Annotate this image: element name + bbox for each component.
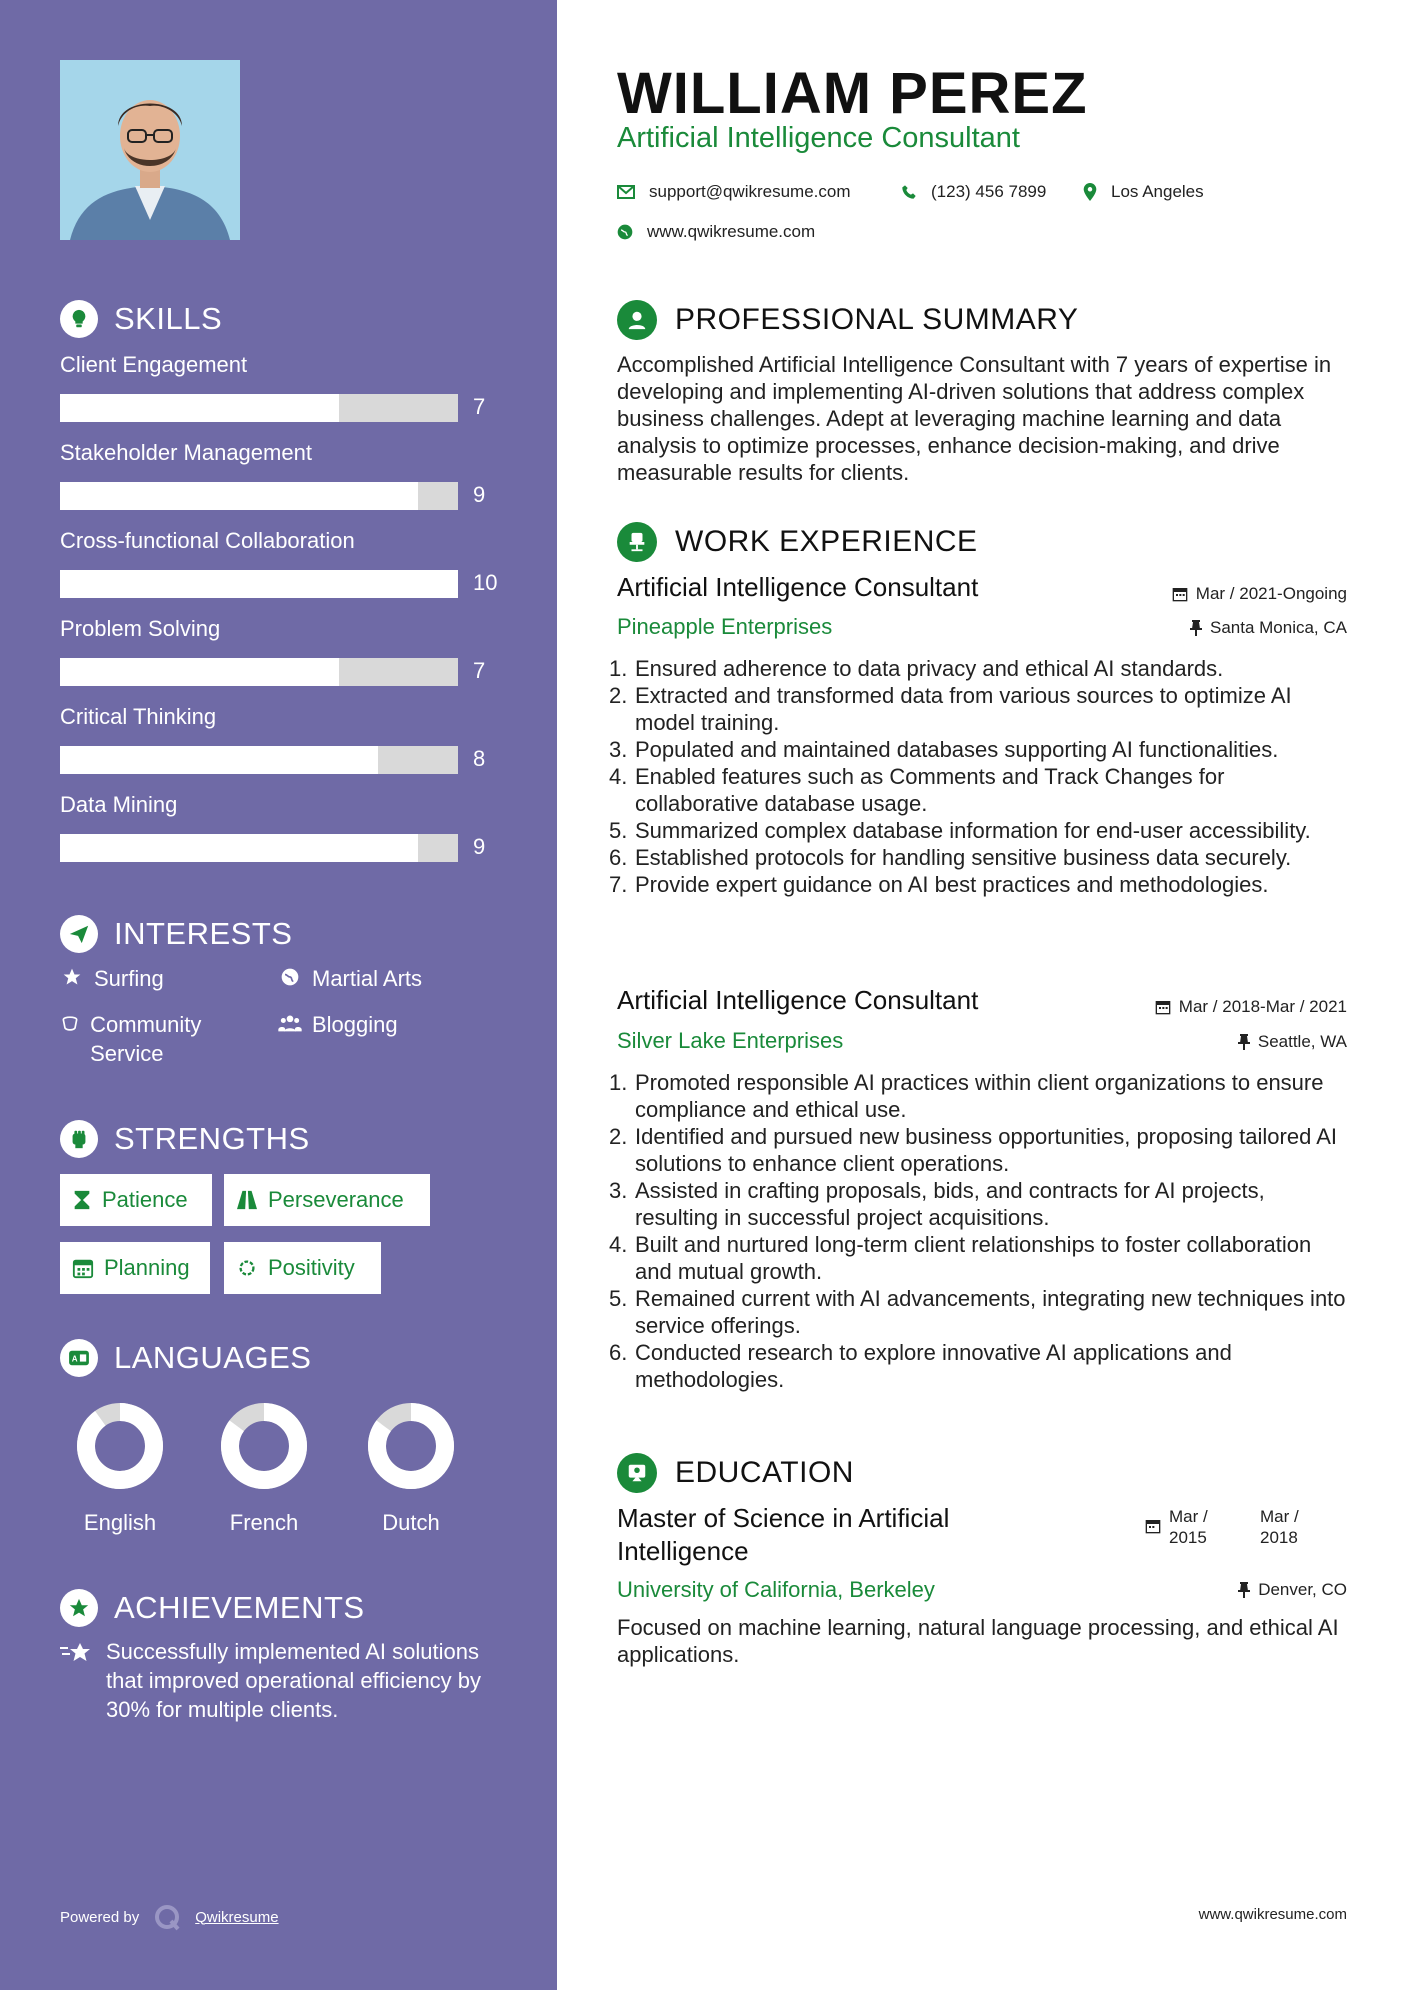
job-duties bbox=[609, 1069, 1349, 1393]
summary-heading: PROFESSIONAL SUMMARY bbox=[617, 300, 1078, 340]
skill-bar-fill bbox=[60, 658, 339, 686]
job-company: Pineapple Enterprises bbox=[617, 614, 833, 639]
strength-badge: Perseverance bbox=[224, 1174, 430, 1226]
duty-item: Identified and pursued new business opportunities, proposing tailored AI solutions to enhance client operations. bbox=[635, 1124, 1338, 1176]
globe-icon bbox=[617, 224, 633, 240]
skill-item bbox=[60, 616, 490, 683]
calendar-icon bbox=[72, 1257, 94, 1279]
job-location: Seattle, WA bbox=[1238, 1032, 1347, 1052]
skill-level: 7 bbox=[473, 658, 486, 683]
skill-bar bbox=[60, 570, 458, 598]
sidebar bbox=[0, 0, 557, 1990]
language-donut bbox=[60, 1401, 180, 1491]
duty-item: Established protocols for handling sensitive business data securely. bbox=[635, 845, 1292, 870]
duty-item: Populated and maintained databases supporting AI functionalities. bbox=[635, 737, 1279, 762]
candidate-role: Artificial Intelligence Consultant bbox=[617, 122, 1020, 154]
candidate-name: WILLIAM PEREZ bbox=[617, 61, 1088, 126]
graduation-icon bbox=[617, 1453, 657, 1493]
calendar-icon bbox=[1145, 1518, 1161, 1539]
qwikresume-logo-icon bbox=[153, 1903, 181, 1931]
languages-heading: A LANGUAGES bbox=[60, 1339, 311, 1377]
language-label: Dutch bbox=[382, 1510, 440, 1535]
language-donut-fill bbox=[86, 1412, 154, 1480]
education-location: Denver, CO bbox=[1238, 1580, 1347, 1600]
school-name: University of California, Berkeley bbox=[617, 1577, 935, 1602]
powered-by: Powered by Qwikresume bbox=[60, 1903, 279, 1931]
pushpin-icon bbox=[1238, 1034, 1250, 1050]
job-company: Silver Lake Enterprises bbox=[617, 1028, 844, 1053]
job-dates: Mar / 2021-Ongoing bbox=[1172, 584, 1347, 604]
skill-bar bbox=[60, 658, 458, 686]
skill-name: Stakeholder Management bbox=[60, 440, 312, 465]
skill-item bbox=[60, 528, 498, 595]
language-donut bbox=[351, 1401, 471, 1491]
contact-location: Los Angeles bbox=[1083, 182, 1204, 202]
skill-level: 9 bbox=[473, 482, 486, 507]
paper-plane-icon bbox=[60, 915, 98, 953]
pushpin-icon bbox=[1190, 620, 1202, 636]
skill-item bbox=[60, 352, 490, 419]
globe-icon bbox=[278, 967, 302, 987]
user-icon bbox=[617, 300, 657, 340]
road-icon bbox=[236, 1190, 258, 1210]
svg-text:A: A bbox=[71, 1354, 78, 1364]
calendar-icon bbox=[1172, 586, 1188, 602]
language-item bbox=[204, 1401, 324, 1536]
interest-item: Blogging bbox=[278, 1010, 398, 1039]
skills-heading: SKILLS bbox=[60, 300, 222, 338]
envelope-icon bbox=[617, 185, 635, 199]
skill-bar-fill bbox=[60, 746, 378, 774]
calendar-icon bbox=[1155, 999, 1171, 1015]
duty-item: Built and nurtured long-term client relationships to foster collaboration and mutual growth. bbox=[635, 1232, 1312, 1284]
map-pin-icon bbox=[1083, 183, 1097, 201]
phone-icon bbox=[901, 184, 917, 200]
sun-icon bbox=[236, 1257, 258, 1279]
hourglass-icon bbox=[72, 1189, 92, 1211]
skill-bar-fill bbox=[60, 834, 418, 862]
interest-item: Surfing bbox=[60, 964, 164, 993]
duty-item: Enabled features such as Comments and Track Changes for collaborative database usage. bbox=[635, 764, 1225, 816]
job-duties bbox=[609, 655, 1349, 898]
award-star-icon bbox=[60, 1589, 98, 1627]
profile-photo bbox=[60, 60, 240, 240]
duty-item: Conducted research to explore innovative AI applications and methodologies. bbox=[635, 1340, 1232, 1392]
interests-heading: INTERESTS bbox=[60, 915, 292, 953]
skill-item bbox=[60, 792, 490, 859]
job-dates: Mar / 2018-Mar / 2021 bbox=[1155, 997, 1347, 1017]
interest-item: Community Service bbox=[60, 1010, 250, 1068]
language-label: English bbox=[83, 1510, 157, 1535]
skill-level: 7 bbox=[473, 394, 486, 419]
experience-heading: WORK EXPERIENCE bbox=[617, 522, 978, 562]
contact-phone[interactable]: (123) 456 7899 bbox=[901, 182, 1046, 202]
fist-icon bbox=[60, 1120, 98, 1158]
strengths-heading: STRENGTHS bbox=[60, 1120, 310, 1158]
job-location: Santa Monica, CA bbox=[1190, 618, 1347, 638]
duty-item: Provide expert guidance on AI best practices and methodologies. bbox=[635, 872, 1269, 897]
job-title: Artificial Intelligence Consultant bbox=[617, 572, 979, 602]
education-heading: EDUCATION bbox=[617, 1453, 854, 1493]
skill-name: Cross-functional Collaboration bbox=[60, 528, 355, 553]
star-icon bbox=[60, 967, 84, 987]
skill-bar bbox=[60, 834, 458, 862]
duty-item: Promoted responsible AI practices within client organizations to ensure compliance and ethical use. bbox=[635, 1070, 1324, 1122]
contact-email[interactable]: support@qwikresume.com bbox=[617, 182, 851, 202]
skill-level: 10 bbox=[473, 570, 498, 595]
summary-text: Accomplished Artificial Intelligence Consultant with 7 years of expertise in developing and implementing AI-driven solutions that address complex business challenges. Adept at leveraging machine learning and data analysis to optimize processes, enhance decision-making, and drive measurable results for clients. bbox=[617, 352, 1332, 485]
skill-name: Client Engagement bbox=[60, 352, 248, 377]
language-donut bbox=[204, 1401, 324, 1491]
duty-item: Remained current with AI advancements, integrating new techniques into service offerings. bbox=[635, 1286, 1346, 1338]
strength-badge: Planning bbox=[60, 1242, 210, 1294]
office-chair-icon bbox=[617, 522, 657, 562]
duty-item: Ensured adherence to data privacy and ethical AI standards. bbox=[635, 656, 1224, 681]
strength-badge: Patience bbox=[60, 1174, 212, 1226]
interest-item: Martial Arts bbox=[278, 964, 422, 993]
skill-bar-fill bbox=[60, 394, 339, 422]
skill-item bbox=[60, 440, 490, 507]
language-item bbox=[351, 1401, 471, 1536]
skill-bar bbox=[60, 746, 458, 774]
education-description: Focused on machine learning, natural language processing, and ethical AI applications. bbox=[617, 1615, 1339, 1667]
hand-icon bbox=[60, 1013, 80, 1033]
skill-bar-fill bbox=[60, 482, 418, 510]
skill-name: Problem Solving bbox=[60, 616, 221, 641]
education-start-date: Mar / 2015 bbox=[1146, 1506, 1229, 1548]
skill-bar-fill bbox=[60, 570, 458, 598]
star-burst-icon bbox=[60, 1641, 94, 1724]
skill-bar bbox=[60, 482, 458, 510]
degree-title: Master of Science in Artificial Intelligence bbox=[617, 1503, 950, 1566]
job-title: Artificial Intelligence Consultant bbox=[617, 985, 979, 1015]
duty-item: Extracted and transformed data from various sources to optimize AI model training. bbox=[635, 683, 1292, 735]
lightbulb-icon bbox=[60, 300, 98, 338]
language-item bbox=[60, 1401, 180, 1536]
achievements-heading: ACHIEVEMENTS bbox=[60, 1589, 365, 1627]
skill-level: 9 bbox=[473, 834, 486, 859]
duty-item: Assisted in crafting proposals, bids, and contracts for AI projects, resulting in successful project acquisitions. bbox=[635, 1178, 1265, 1230]
language-label: French bbox=[229, 1510, 299, 1535]
qwikresume-link[interactable]: Qwikresume bbox=[195, 1908, 279, 1926]
skill-name: Data Mining bbox=[60, 792, 178, 817]
skill-level: 8 bbox=[473, 746, 486, 771]
people-icon bbox=[278, 1013, 302, 1033]
contact-website[interactable]: www.qwikresume.com bbox=[617, 222, 815, 242]
achievement-item: Successfully implemented AI solutions that improved operational efficiency by 30% for multiple clients. bbox=[60, 1637, 500, 1724]
translate-icon bbox=[60, 1339, 98, 1377]
footer-website[interactable]: www.qwikresume.com bbox=[1198, 1906, 1347, 1923]
education-end-date: Mar / 2018 bbox=[1260, 1507, 1299, 1547]
pushpin-icon bbox=[1238, 1582, 1250, 1598]
skill-name: Critical Thinking bbox=[60, 704, 217, 729]
strength-badge: Positivity bbox=[224, 1242, 381, 1294]
duty-item: Summarized complex database information for end-user accessibility. bbox=[635, 818, 1311, 843]
skill-bar bbox=[60, 394, 458, 422]
skill-item bbox=[60, 704, 490, 771]
